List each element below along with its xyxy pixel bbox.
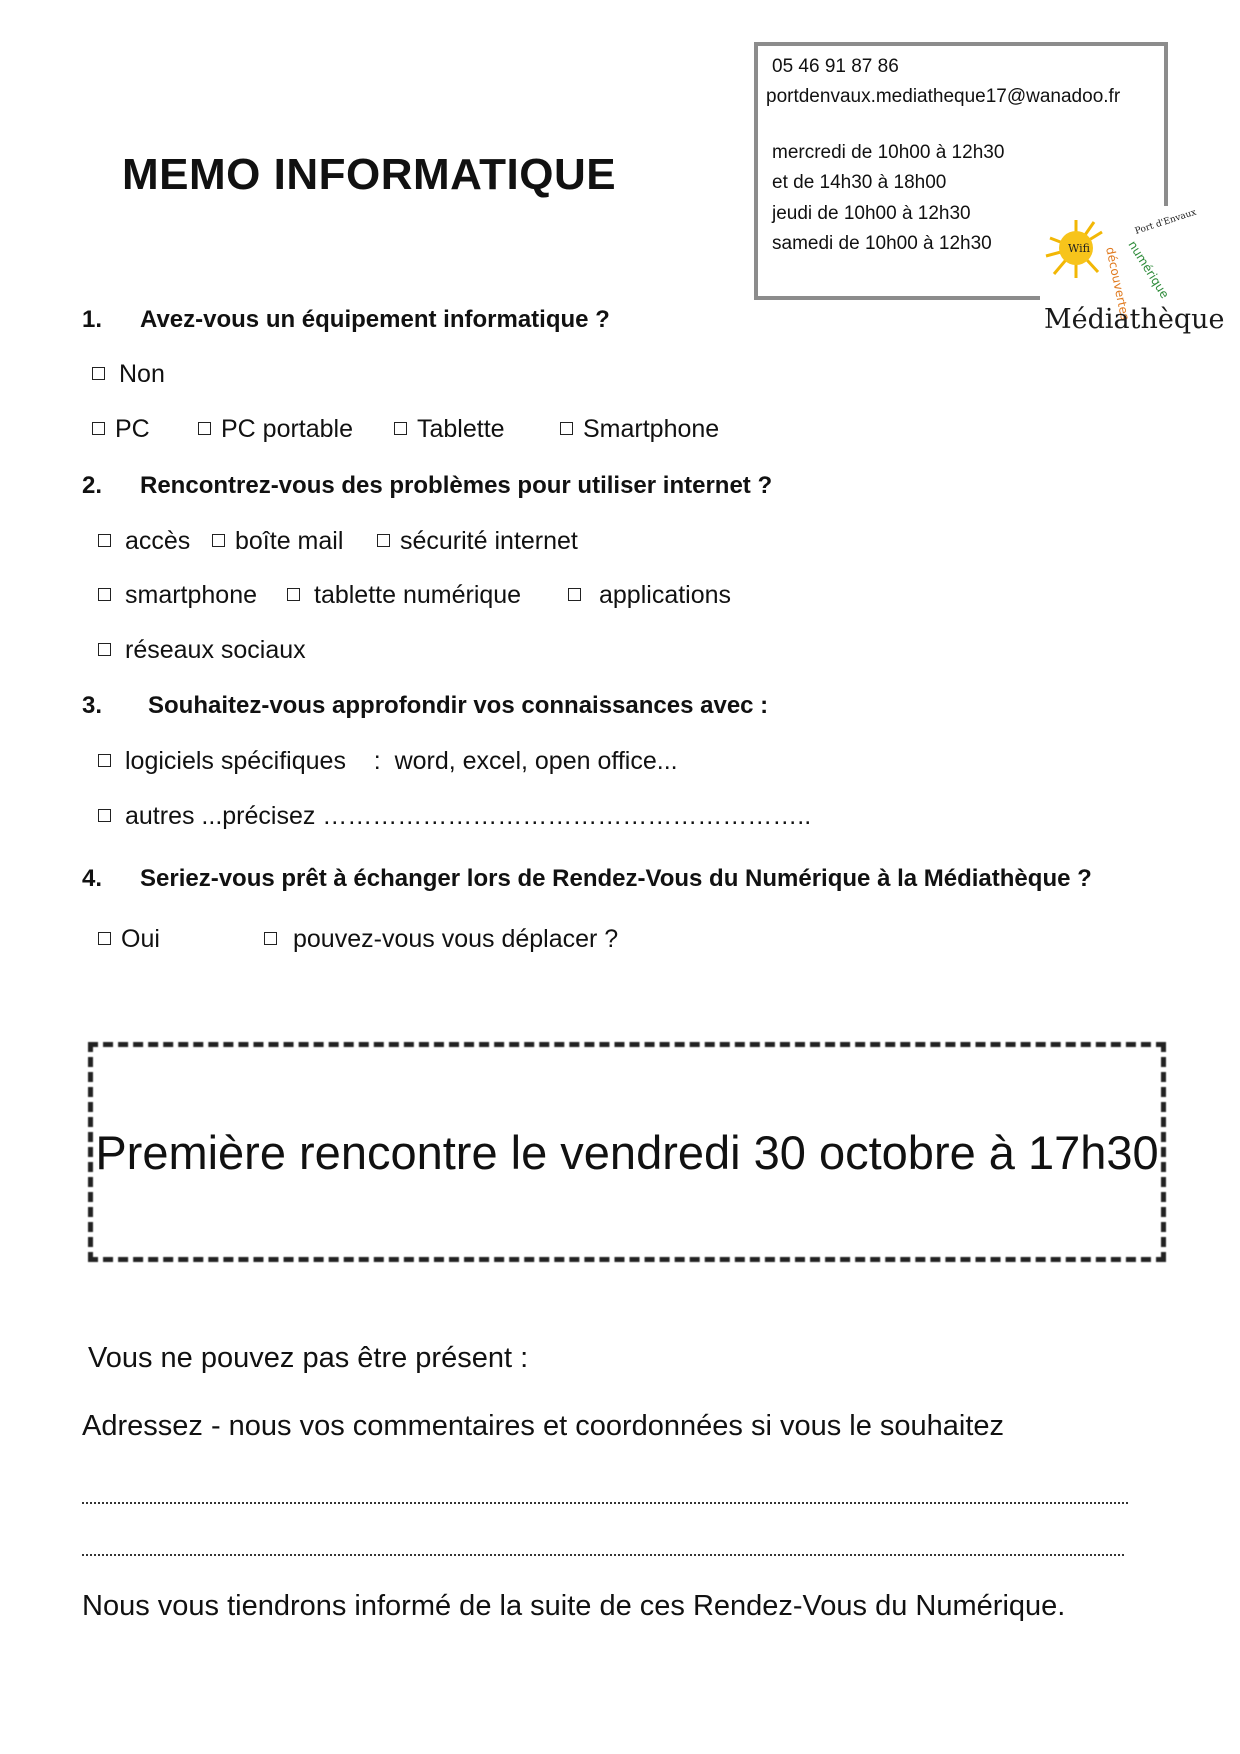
option-pc-portable[interactable]: PC portable: [198, 415, 353, 443]
option-smartphone[interactable]: Smartphone: [560, 415, 719, 443]
contact-phone: 05 46 91 87 86: [772, 56, 899, 77]
option-non[interactable]: Non: [92, 360, 165, 388]
option-row: [98, 925, 160, 954]
option-tablette[interactable]: Tablette: [394, 415, 505, 443]
option-row: [377, 527, 578, 556]
option-pc[interactable]: PC: [92, 415, 150, 443]
closing-text: Nous vous tiendrons informé de la suite de ces Rendez-Vous du Numérique.: [82, 1590, 1066, 1622]
checkbox-icon[interactable]: [92, 367, 105, 380]
logo-word-numerique: numérique: [1125, 238, 1172, 301]
option-row: [98, 636, 306, 665]
option-applications[interactable]: applications: [568, 581, 731, 609]
checkbox-icon[interactable]: [98, 809, 111, 822]
checkbox-icon[interactable]: [212, 534, 225, 547]
option-smartphone[interactable]: smartphone: [98, 581, 257, 609]
option-acces[interactable]: accès: [98, 527, 190, 555]
option-row: [98, 581, 257, 610]
absent-label: Vous ne pouvez pas être présent :: [88, 1342, 529, 1374]
checkbox-icon[interactable]: [394, 422, 407, 435]
question-text: Seriez-vous prêt à échanger lors de Rendez-Vous du Numérique à la Médiathèque ?: [140, 865, 1092, 892]
option-autres[interactable]: autres ...précisez …………………………………………………..: [98, 802, 811, 830]
question-3: [82, 692, 768, 720]
checkbox-icon[interactable]: [560, 422, 573, 435]
checkbox-icon[interactable]: [92, 422, 105, 435]
checkbox-icon[interactable]: [98, 534, 111, 547]
comment-line[interactable]: [82, 1554, 1124, 1556]
checkbox-icon[interactable]: [98, 754, 111, 767]
option-row: [98, 527, 190, 556]
checkbox-icon[interactable]: [98, 588, 111, 601]
comment-line[interactable]: [82, 1502, 1128, 1504]
question-4: [82, 865, 1092, 893]
question-number: 3.: [82, 692, 103, 719]
option-oui[interactable]: Oui: [98, 925, 160, 953]
option-deplacer[interactable]: pouvez-vous vous déplacer ?: [264, 925, 618, 953]
option-tablette-numerique[interactable]: tablette numérique: [287, 581, 521, 609]
announcement-text: Première rencontre le vendredi 30 octobre à 17h30: [95, 1125, 1159, 1179]
contact-email: portdenvaux.mediatheque17@wanadoo.fr: [766, 86, 1121, 107]
page-title: MEMO INFORMATIQUE: [122, 150, 617, 199]
question-text: Avez-vous un équipement informatique ?: [140, 306, 610, 333]
option-boite-mail[interactable]: boîte mail: [212, 527, 343, 555]
option-row: [394, 415, 505, 444]
option-row: [568, 581, 731, 610]
question-number: 1.: [82, 306, 103, 333]
option-row: [198, 415, 353, 444]
logo-wifi-text: Wifi: [1068, 242, 1090, 255]
logo-name: Médiathèque: [1044, 304, 1225, 335]
option-row: [92, 360, 165, 389]
address-label: Adressez - nous vos commentaires et coordonnées si vous le souhaitez: [82, 1410, 1005, 1442]
logo-graphic: [1040, 206, 1225, 348]
option-row: [287, 581, 521, 610]
checkbox-icon[interactable]: [98, 643, 111, 656]
option-logiciels[interactable]: logiciels spécifiques : word, excel, open office...: [98, 747, 678, 775]
question-number: 2.: [82, 472, 103, 499]
hours-line: samedi de 10h00 à 12h30: [772, 233, 992, 254]
checkbox-icon[interactable]: [377, 534, 390, 547]
option-row: [98, 802, 811, 831]
option-securite-internet[interactable]: sécurité internet: [377, 527, 578, 555]
question-text: Souhaitez-vous approfondir vos connaissances avec :: [148, 692, 769, 719]
question-2: [82, 472, 772, 500]
checkbox-icon[interactable]: [98, 932, 111, 945]
logo-place-text: Port d'Envaux: [1133, 207, 1198, 237]
checkbox-icon[interactable]: [287, 588, 300, 601]
checkbox-icon[interactable]: [568, 588, 581, 601]
option-row: [98, 747, 678, 776]
logo-word-decouvertes: découvertes: [1103, 245, 1133, 322]
hours-line: et de 14h30 à 18h00: [772, 172, 947, 193]
question-text: Rencontrez-vous des problèmes pour utiliser internet ?: [140, 472, 773, 499]
option-reseaux-sociaux[interactable]: réseaux sociaux: [98, 636, 306, 664]
option-row: [92, 415, 150, 444]
option-row: [560, 415, 719, 444]
question-number: 4.: [82, 865, 103, 892]
checkbox-icon[interactable]: [198, 422, 211, 435]
option-row: [212, 527, 343, 556]
mediatheque-logo: [1040, 206, 1225, 348]
checkbox-icon[interactable]: [264, 932, 277, 945]
hours-line: jeudi de 10h00 à 12h30: [772, 203, 971, 224]
question-1: [82, 306, 610, 334]
option-row: [264, 925, 618, 954]
hours-line: mercredi de 10h00 à 12h30: [772, 142, 1005, 163]
